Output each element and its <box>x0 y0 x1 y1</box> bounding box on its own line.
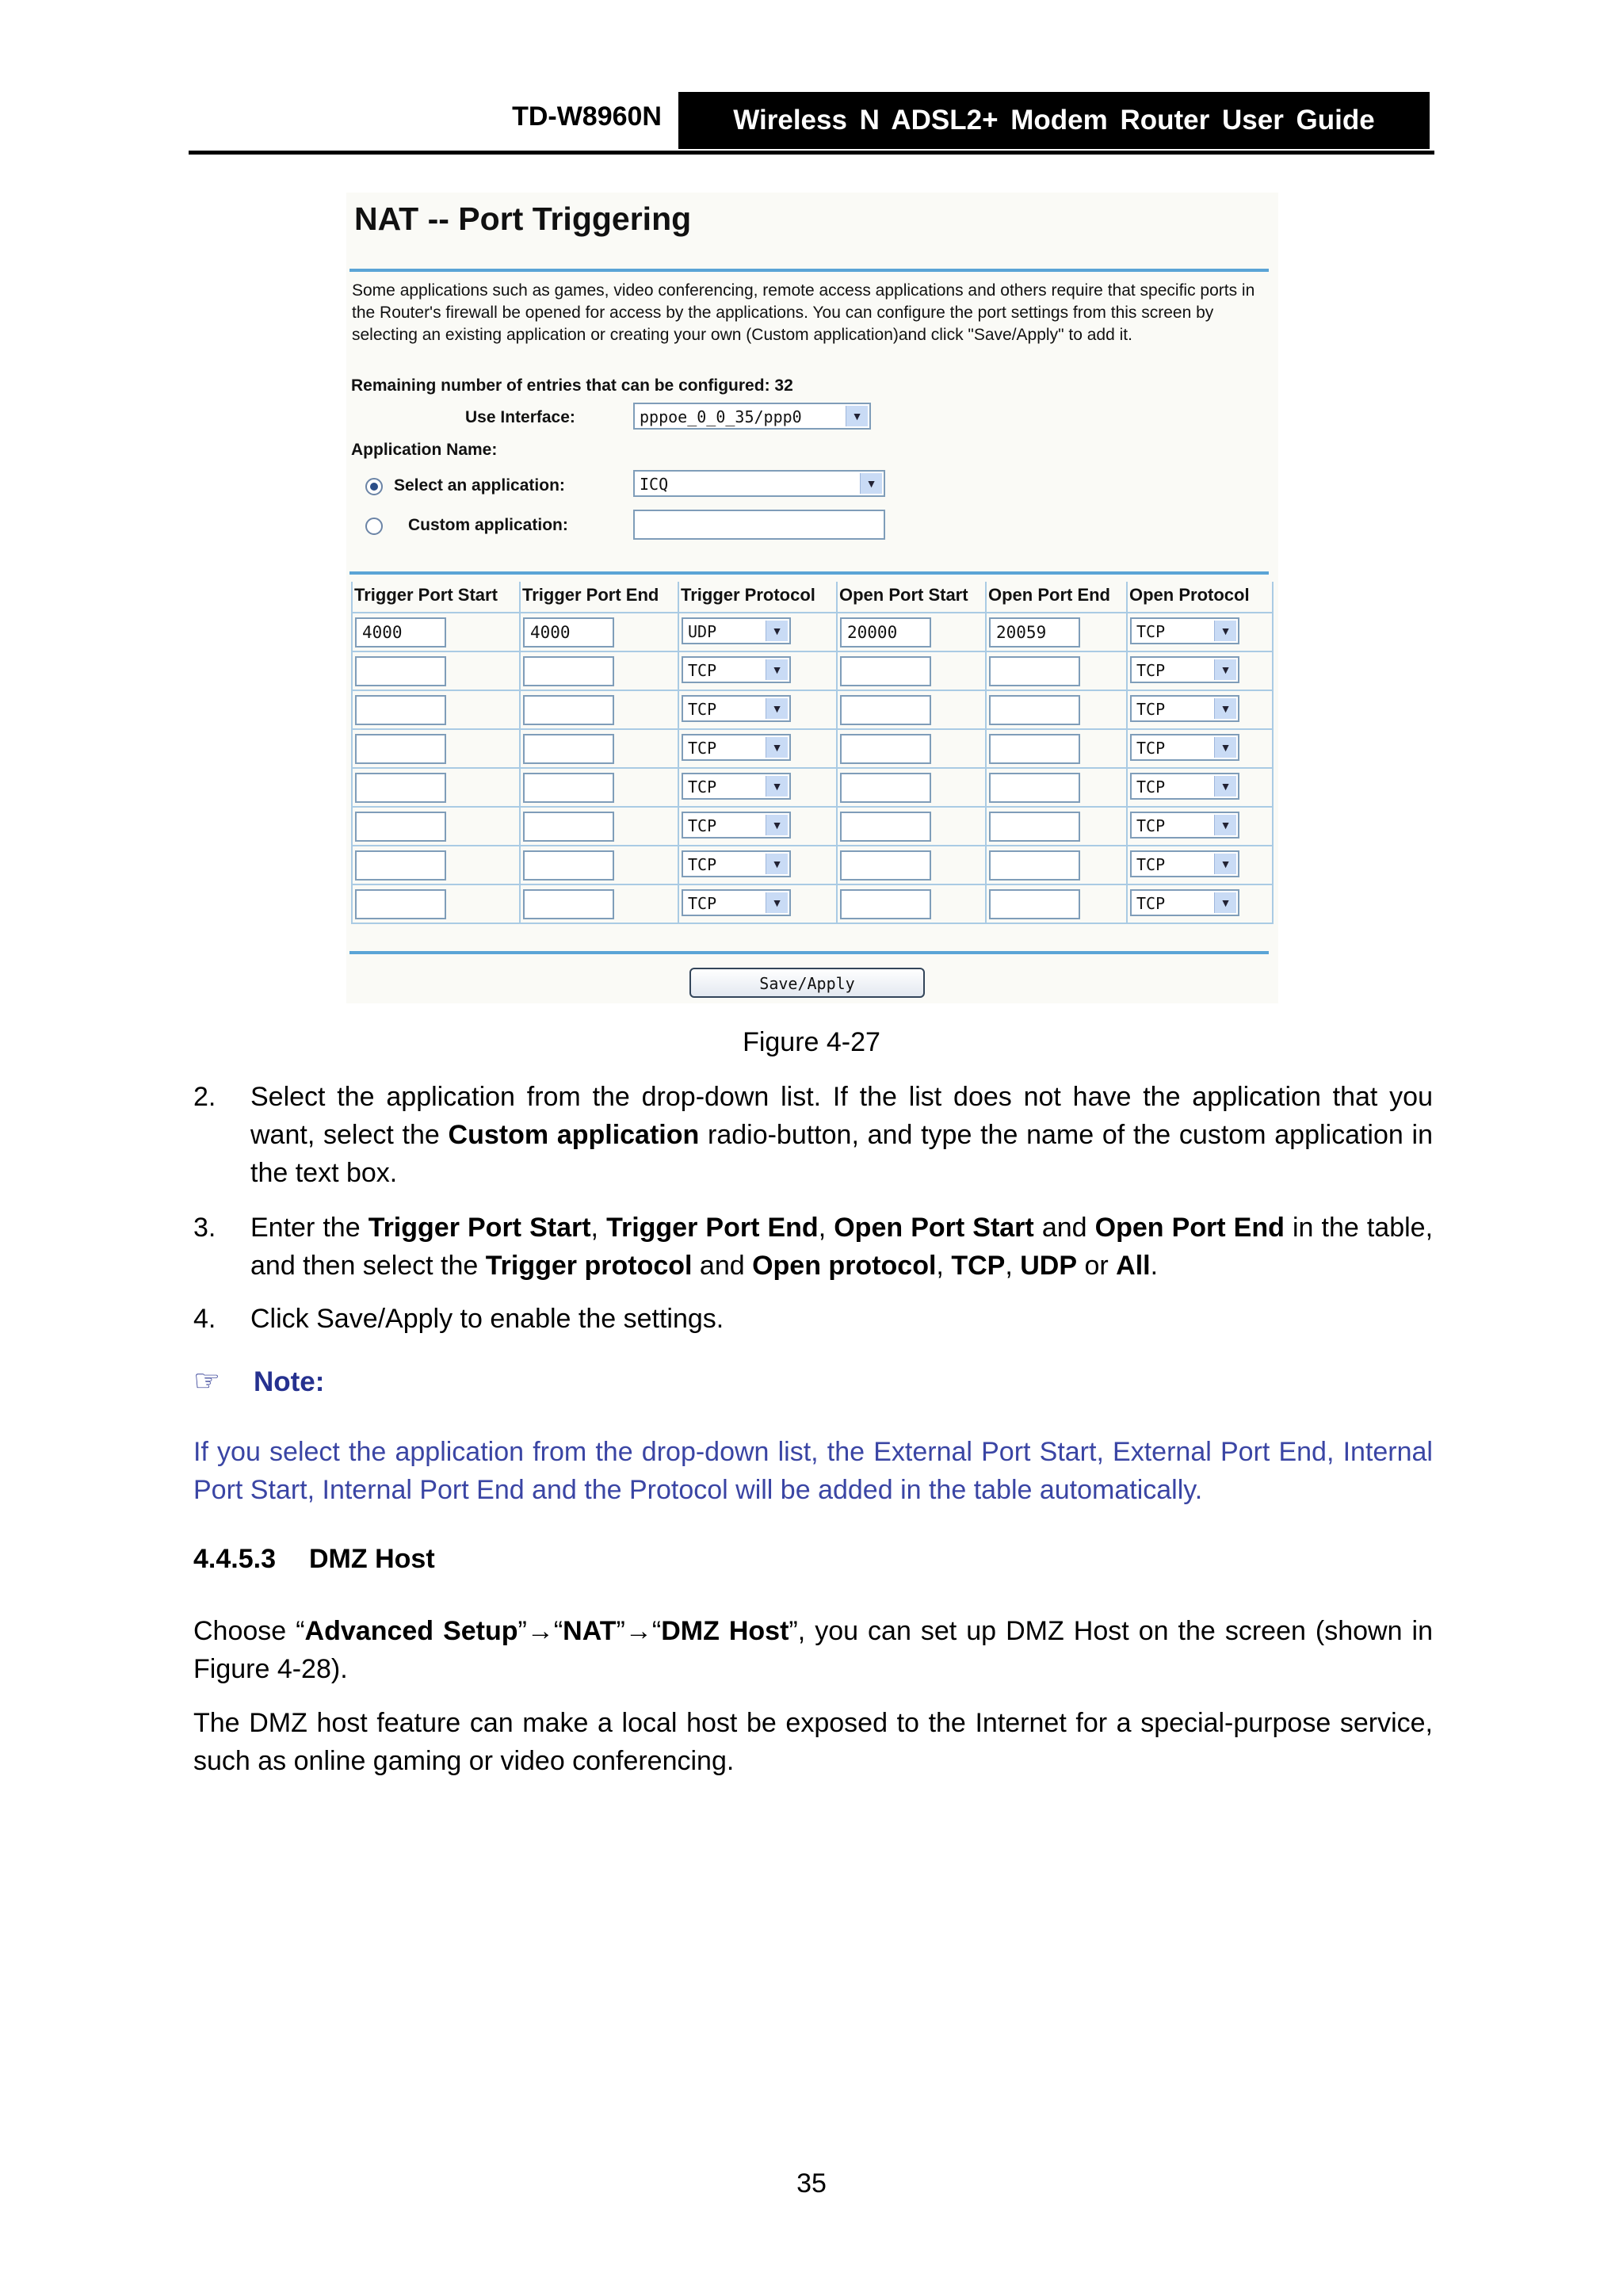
chevron-down-icon: ▼ <box>766 776 788 797</box>
chevron-down-icon: ▼ <box>1214 621 1236 641</box>
custom-application-label: Custom application: <box>408 516 568 534</box>
trigger-port-end-input[interactable] <box>523 734 614 764</box>
screen-title: NAT -- Port Triggering <box>354 201 692 237</box>
header-rule <box>189 151 1434 155</box>
trigger-protocol-value: TCP <box>688 700 717 719</box>
table-grid-line <box>351 582 353 924</box>
chevron-down-icon: ▼ <box>766 621 788 641</box>
step-number: 3. <box>193 1213 216 1243</box>
chevron-down-icon: ▼ <box>766 737 788 758</box>
document-model-name: TD-W8960N <box>512 101 662 132</box>
trigger-protocol-value: TCP <box>688 777 717 797</box>
title-divider <box>349 269 1269 272</box>
open-port-end-input[interactable] <box>989 617 1080 648</box>
trigger-port-end-input[interactable] <box>523 617 614 648</box>
text-run: The DMZ host feature can make a local host be exposed to the Internet for a special-purpose service, such as online gaming or video conferencing. <box>193 1708 1433 1776</box>
open-protocol-value: TCP <box>1136 777 1166 797</box>
table-bottom-divider <box>349 951 1269 954</box>
open-protocol-select[interactable] <box>1130 773 1239 800</box>
open-port-end-value: 20059 <box>996 623 1047 642</box>
open-port-start-input[interactable] <box>840 812 931 842</box>
chevron-down-icon: ▼ <box>860 473 882 494</box>
save-apply-button[interactable]: Save/Apply <box>689 968 925 998</box>
open-port-end-input[interactable] <box>989 850 1080 881</box>
bold-term: Advanced Setup <box>304 1616 518 1646</box>
open-port-start-input[interactable] <box>840 695 931 725</box>
section-number: 4.4.5.3 <box>193 1544 276 1574</box>
trigger-protocol-select[interactable] <box>682 889 791 916</box>
trigger-protocol-value: UDP <box>688 622 717 641</box>
open-port-end-input[interactable] <box>989 734 1080 764</box>
column-header-open-port-end: Open Port End <box>988 585 1110 605</box>
text-run: , <box>936 1251 952 1281</box>
text-run: Choose “ <box>193 1616 305 1646</box>
custom-application-radio[interactable] <box>365 518 383 535</box>
trigger-port-start-input[interactable] <box>355 695 446 725</box>
chevron-down-icon: ▼ <box>766 854 788 874</box>
open-protocol-select[interactable] <box>1130 617 1239 644</box>
trigger-protocol-select[interactable] <box>682 617 791 644</box>
application-name-label: Application Name: <box>351 441 498 459</box>
step-text <box>250 1300 1433 1338</box>
table-grid-line <box>351 923 1272 924</box>
text-run: or <box>1077 1251 1117 1281</box>
trigger-port-start-input[interactable] <box>355 656 446 686</box>
intro-text: Some applications such as games, video conferencing, remote access applications and others require that specific ports in the Router's firewall be opened for access by the applications. You can configure the port settings from this screen by selecting an existing application or creating your own (Custom application)and click "Save/Apply" to add it. <box>352 281 1255 344</box>
open-protocol-value: TCP <box>1136 816 1166 835</box>
bold-term: All <box>1116 1251 1151 1281</box>
table-grid-line <box>836 582 838 924</box>
trigger-port-end-input[interactable] <box>523 812 614 842</box>
open-protocol-select[interactable] <box>1130 850 1239 877</box>
open-protocol-value: TCP <box>1136 739 1166 758</box>
chevron-down-icon: ▼ <box>1214 659 1236 680</box>
bold-term: UDP <box>1020 1251 1078 1281</box>
select-application-radio[interactable] <box>365 478 383 495</box>
step-number: 4. <box>193 1304 216 1334</box>
open-port-start-input[interactable] <box>840 734 931 764</box>
step-3 <box>193 1209 1433 1285</box>
table-grid-line <box>519 582 521 924</box>
chevron-down-icon: ▼ <box>1214 854 1236 874</box>
open-port-start-input[interactable] <box>840 850 931 881</box>
open-protocol-value: TCP <box>1136 700 1166 719</box>
text-run: Enter the <box>250 1213 369 1243</box>
chevron-down-icon: ▼ <box>1214 776 1236 797</box>
use-interface-label: Use Interface: <box>465 408 575 426</box>
trigger-protocol-select[interactable] <box>682 850 791 877</box>
table-grid-line <box>351 806 1272 808</box>
trigger-protocol-select[interactable] <box>682 656 791 683</box>
bold-term: Custom application <box>448 1120 700 1150</box>
text-run: ”→“ <box>517 1616 563 1646</box>
open-port-end-input[interactable] <box>989 889 1080 919</box>
table-grid-line <box>351 728 1272 730</box>
text-run: Select the application from the drop-down list. If the list does not have the application that you want, select the <box>250 1082 1433 1150</box>
text-run: and <box>1033 1213 1095 1243</box>
step-2 <box>193 1078 1433 1192</box>
trigger-protocol-select[interactable] <box>682 812 791 839</box>
open-protocol-select[interactable] <box>1130 734 1239 761</box>
chevron-down-icon: ▼ <box>766 815 788 835</box>
open-protocol-select[interactable] <box>1130 812 1239 839</box>
table-grid-line <box>985 582 987 924</box>
use-interface-select[interactable] <box>633 403 871 430</box>
column-header-open-port-start: Open Port Start <box>839 585 968 605</box>
text-run: radio-button, and type the name of the custom application in the text box. <box>250 1120 1433 1188</box>
bold-term: Trigger Port Start <box>368 1213 591 1243</box>
bold-term: DMZ Host <box>661 1616 789 1646</box>
table-grid-line <box>351 690 1272 691</box>
use-interface-value: pppoe_0_0_35/ppp0 <box>640 407 802 426</box>
open-port-end-input[interactable] <box>989 656 1080 686</box>
step-text <box>250 1078 1433 1192</box>
text-run: and <box>692 1251 753 1281</box>
text-run: ”, you can set up DMZ Host on the screen (shown in Figure 4-28). <box>193 1616 1433 1684</box>
trigger-protocol-value: TCP <box>688 855 717 874</box>
text-run: . <box>1150 1251 1159 1281</box>
trigger-port-start-value: 4000 <box>362 623 403 642</box>
text-run: Click Save/Apply to enable the settings. <box>250 1304 724 1334</box>
open-protocol-select[interactable] <box>1130 656 1239 683</box>
table-grid-line <box>678 582 679 924</box>
trigger-port-start-input[interactable] <box>355 734 446 764</box>
trigger-port-end-input[interactable] <box>523 773 614 803</box>
custom-application-input[interactable] <box>633 510 885 540</box>
step-number: 2. <box>193 1082 216 1112</box>
trigger-protocol-value: TCP <box>688 661 717 680</box>
open-protocol-value: TCP <box>1136 894 1166 913</box>
open-port-start-input[interactable] <box>840 617 931 648</box>
open-protocol-select[interactable] <box>1130 695 1239 722</box>
body-paragraph <box>193 1612 1433 1688</box>
open-port-start-input[interactable] <box>840 656 931 686</box>
chevron-down-icon: ▼ <box>846 406 868 426</box>
table-grid-line <box>351 845 1272 846</box>
open-port-end-input[interactable] <box>989 695 1080 725</box>
bold-term: Trigger protocol <box>485 1251 693 1281</box>
table-grid-line <box>351 767 1272 769</box>
trigger-port-start-input[interactable] <box>355 889 446 919</box>
column-header-trigger-protocol: Trigger Protocol <box>681 585 815 605</box>
bold-term: Trigger Port End <box>606 1213 819 1243</box>
section-title: DMZ Host <box>309 1544 435 1574</box>
trigger-port-end-input[interactable] <box>523 889 614 919</box>
trigger-port-start-input[interactable] <box>355 812 446 842</box>
text-run: , <box>818 1213 834 1243</box>
trigger-port-end-value: 4000 <box>530 623 571 642</box>
column-header-trigger-port-end: Trigger Port End <box>522 585 659 605</box>
trigger-port-end-input[interactable] <box>523 656 614 686</box>
chevron-down-icon: ▼ <box>766 659 788 680</box>
table-grid-line <box>1272 582 1274 924</box>
trigger-port-start-input[interactable] <box>355 773 446 803</box>
chevron-down-icon: ▼ <box>1214 815 1236 835</box>
page-number: 35 <box>796 2168 827 2199</box>
trigger-protocol-select[interactable] <box>682 734 791 761</box>
open-protocol-value: TCP <box>1136 622 1166 641</box>
step-4 <box>193 1300 1433 1338</box>
open-port-end-input[interactable] <box>989 812 1080 842</box>
open-port-end-input[interactable] <box>989 773 1080 803</box>
figure-caption: Figure 4-27 <box>743 1027 880 1057</box>
chevron-down-icon: ▼ <box>766 892 788 913</box>
chevron-down-icon: ▼ <box>1214 698 1236 719</box>
note-label: Note: <box>254 1366 325 1397</box>
open-port-start-value: 20000 <box>847 623 898 642</box>
document-title-banner: Wireless N ADSL2+ Modem Router User Guide <box>678 92 1430 149</box>
bold-term: TCP <box>951 1251 1006 1281</box>
note-text: If you select the application from the drop-down list, the External Port Start, External Port End, Internal Port Start, Internal Port End and the Protocol will be added in the table automatically. <box>193 1437 1433 1505</box>
text-run: ”→“ <box>616 1616 662 1646</box>
table-top-divider <box>349 571 1269 575</box>
radio-selected-dot <box>370 483 378 491</box>
table-grid-line <box>351 884 1272 885</box>
open-port-start-input[interactable] <box>840 773 931 803</box>
chevron-down-icon: ▼ <box>1214 737 1236 758</box>
application-select[interactable] <box>633 470 885 497</box>
trigger-protocol-value: TCP <box>688 894 717 913</box>
text-run: , <box>1005 1251 1021 1281</box>
trigger-protocol-select[interactable] <box>682 773 791 800</box>
bold-term: NAT <box>563 1616 617 1646</box>
step-text <box>250 1209 1433 1285</box>
open-protocol-value: TCP <box>1136 661 1166 680</box>
bold-term: Open Port Start <box>834 1213 1034 1243</box>
column-header-trigger-port-start: Trigger Port Start <box>354 585 498 605</box>
text-run: , <box>590 1213 607 1243</box>
open-protocol-value: TCP <box>1136 855 1166 874</box>
table-grid-line <box>351 651 1272 652</box>
application-select-value: ICQ <box>640 475 669 494</box>
port-triggering-screenshot <box>346 193 1278 1003</box>
remaining-entries-label: Remaining number of entries that can be configured: 32 <box>351 376 793 395</box>
trigger-port-start-input[interactable] <box>355 617 446 648</box>
trigger-port-end-input[interactable] <box>523 850 614 881</box>
open-protocol-select[interactable] <box>1130 889 1239 916</box>
bold-term: Open Port End <box>1094 1213 1285 1243</box>
trigger-port-start-input[interactable] <box>355 850 446 881</box>
column-header-open-protocol: Open Protocol <box>1129 585 1250 605</box>
pointing-hand-icon: ☞ <box>193 1365 221 1398</box>
text-run: in the table, and then select the <box>250 1213 1434 1281</box>
body-paragraph <box>193 1704 1433 1780</box>
trigger-port-end-input[interactable] <box>523 695 614 725</box>
select-application-label: Select an application: <box>394 476 565 495</box>
bold-term: Open protocol <box>752 1251 937 1281</box>
trigger-protocol-value: TCP <box>688 816 717 835</box>
table-grid-line <box>1126 582 1128 924</box>
trigger-protocol-value: TCP <box>688 739 717 758</box>
table-grid-line <box>351 612 1272 613</box>
chevron-down-icon: ▼ <box>766 698 788 719</box>
chevron-down-icon: ▼ <box>1214 892 1236 913</box>
open-port-start-input[interactable] <box>840 889 931 919</box>
trigger-protocol-select[interactable] <box>682 695 791 722</box>
